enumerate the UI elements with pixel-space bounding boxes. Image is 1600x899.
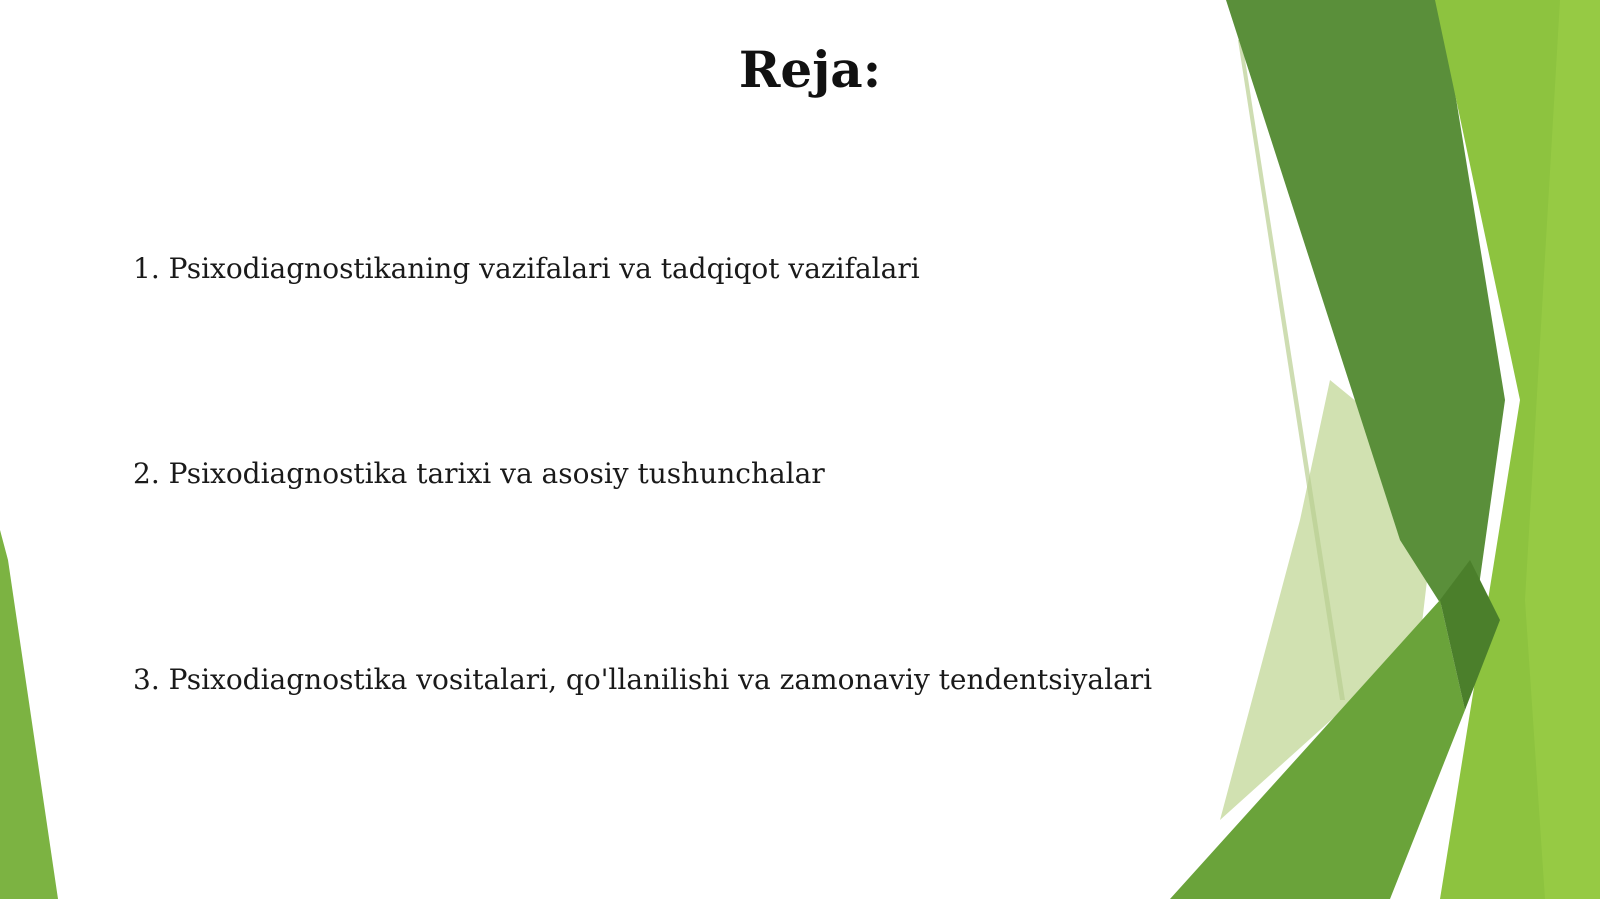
- plan-item-1: 1. Psixodiagnostikaning vazifalari va tadqiqot vazifalari: [133, 252, 920, 285]
- plan-item-2: 2. Psixodiagnostika tarixi va asosiy tushunchalar: [133, 457, 825, 490]
- left-green-sliver: [0, 530, 58, 899]
- plan-item-3: 3. Psixodiagnostika vositalari, qo'llanilishi va zamonaviy tendentsiyalari: [133, 663, 1153, 696]
- slide-title: Reja:: [738, 40, 882, 99]
